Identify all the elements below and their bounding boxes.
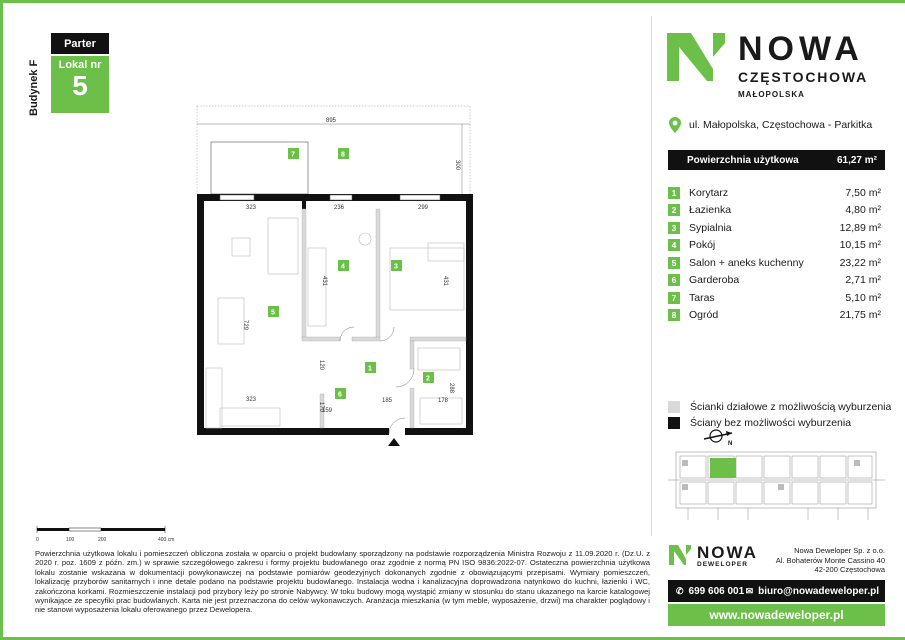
unit-number: 5 [72,70,88,101]
room-area: 21,75 m² [839,309,881,322]
unit-label: Lokal nr [58,59,102,71]
dim-185: 185 [382,398,393,404]
room-number-badge: 4 [668,239,680,251]
room-tag-6: 6 [338,391,342,399]
room-name: Taras [689,291,715,304]
north-compass-icon [700,428,740,448]
brand-region: MAŁOPOLSKA [738,90,805,99]
top-frame-line [0,0,905,3]
legend-dark-label: Ściany bez możliwości wyburzenia [690,417,852,429]
room-name: Garderoba [689,274,740,287]
room-area: 5,10 m² [845,291,881,304]
legend-dark-walls [668,417,851,429]
dim-431-b: 431 [442,276,448,287]
light-wall-swatch [668,401,680,413]
room-name: Korytarz [689,186,729,199]
room-tags [268,148,434,399]
room-tag-5: 5 [271,309,275,317]
room-number-badge: 3 [668,222,680,234]
room-row [668,202,885,220]
room-area: 2,71 m² [845,274,881,287]
room-name: Pokój [689,239,716,252]
dim-159: 159 [322,408,333,414]
room-tag-2: 2 [426,375,430,383]
dim-299: 299 [418,205,429,211]
room-area: 23,22 m² [839,256,881,269]
room-name: Salon + aneks kuchenny [689,256,804,269]
room-row [668,219,885,237]
room-row [668,272,885,290]
company-name: Nowa Deweloper Sp. z o.o. [794,546,885,555]
usable-area-value: 61,27 m² [836,154,877,166]
room-number-badge: 2 [668,204,680,216]
room-area: 12,89 m² [839,221,881,234]
usable-area-bar [668,150,885,170]
room-tag-3: 3 [394,263,398,271]
company-street: Al. Bohaterów Monte Cassino 40 [775,555,885,565]
room-row [668,184,885,202]
room-number-badge: 7 [668,292,680,304]
mail-icon: ✉ [745,585,754,596]
scale-tick-0: 0 [36,537,39,543]
phone-icon: ✆ [676,585,684,596]
room-area: 4,80 m² [845,204,881,217]
unit-highlight [710,458,736,478]
room-number-badge: 1 [668,187,680,199]
dim-236: 236 [334,205,345,211]
dark-wall-swatch [668,417,680,429]
partition-walls [302,209,466,428]
phone-contact[interactable] [676,586,744,597]
room-area: 10,15 m² [839,239,881,252]
dim-120: 120 [318,360,324,371]
contact-bar [668,580,885,602]
room-list [668,184,885,324]
company-info [760,546,885,575]
dim-288: 288 [448,383,454,394]
room-row [668,237,885,255]
scale-tick-200: 200 [98,537,107,543]
dim-895: 895 [326,118,337,124]
scale-tick-400: 400 cm [158,537,175,543]
dim-170: 170 [318,402,324,413]
usable-area-label: Powierzchnia użytkowa [687,154,799,166]
footer-brand-sub: DEWELOPER [697,561,748,568]
room-tag-1: 1 [368,365,372,373]
dim-300: 300 [454,160,460,171]
email-address: biuro@nowadeweloper.pl [758,585,879,597]
brand-city: CZĘSTOCHOWA [738,69,868,85]
phone-number: 699 606 001 [688,585,745,597]
room-row [668,289,885,307]
room-name: Łazienka [689,204,732,217]
compass-north-label: N [728,441,733,447]
unit-badge [51,56,109,113]
dim-323-bottom: 323 [246,397,257,403]
floor-plan [180,98,480,448]
address-text: ul. Małopolska, Częstochowa - Parkitka [689,119,873,131]
dim-729: 729 [242,320,248,331]
room-row [668,307,885,325]
room-tag-4: 4 [341,263,345,271]
room-tag-7: 7 [291,151,295,159]
room-number-badge: 5 [668,257,680,269]
nowa-deweloper-logo-icon [669,545,691,565]
brand-word: NOWA [738,30,864,68]
legend-light-label: Ścianki działowe z możliwością wyburzenia [690,401,892,413]
column-divider [651,16,652,536]
dim-178: 178 [438,398,449,404]
scale-tick-100: 100 [66,537,75,543]
nowa-logo-icon [667,33,725,81]
dim-323-top: 323 [246,205,257,211]
email-contact[interactable] [746,586,879,597]
room-name: Ogród [689,309,719,322]
room-row [668,254,885,272]
site-plan-map [668,448,885,521]
legal-note: Powierzchnia użytkowa lokalu i pomieszczeń obliczona została w oparciu o projekt budowlany sporządzony na podstawie rozporządzenia Ministra Rozwoju z 11.09.2020 r. (Dz.U. z 2020 r. poz. 1609 z późn. zm.) w sprawie szczegółowego zakresu i formy projektu budowlanego oraz zgodnie z normą PN ISO 9836:2022-07. Ostateczna powierzchnia użytkowa lokalu zostanie wskazana w dokumentacji powykonawczej na podstawie pomiarów geodezyjnych dokonanych zgodnie z obowiązującymi przepisami. Wymiary pomieszczeń, lokalizację przyborów sanitarnych i inne detale podano na podstawie projektu budowlanego. Instalacja wodna i kanalizacyjna doprowadzona natynkowo do kuchni, łazienki i WC, zakończona korkami. Rozmieszczenie instalacji pod przybory leży po stronie Nabywcy. W toku budowy mogą wystąpić zmiany w stosunku do stanu ukazanego na karcie katalogowej wynikające ze specyfiki prac budowlanych. Karta nie jest przeznaczona do celów wykonawczych. Aranżacja mieszkania (w tym meble, wyposażenie, drzwi) ma charakter poglądowy i nie stanowi wyposażenia lokalu oferowanego przez Dewelopera. [35,549,650,615]
footer-brand-word: NOWA [697,543,758,562]
legend-light-walls [668,401,891,413]
dim-431-a: 431 [321,276,327,287]
floor-badge: Parter [51,33,109,54]
room-number-badge: 8 [668,309,680,321]
website-link[interactable]: www.nowadeweloper.pl [668,604,885,626]
building-label: Budynek F [28,59,40,116]
left-frame-line [0,0,3,640]
location-pin-icon [669,117,681,133]
room-name: Sypialnia [689,221,732,234]
room-area: 7,50 m² [845,186,881,199]
room-number-badge: 6 [668,274,680,286]
door-swings [340,327,414,434]
room-tag-8: 8 [341,151,345,159]
company-city: 42-200 Częstochowa [814,565,885,574]
entrance-arrow [388,438,400,446]
